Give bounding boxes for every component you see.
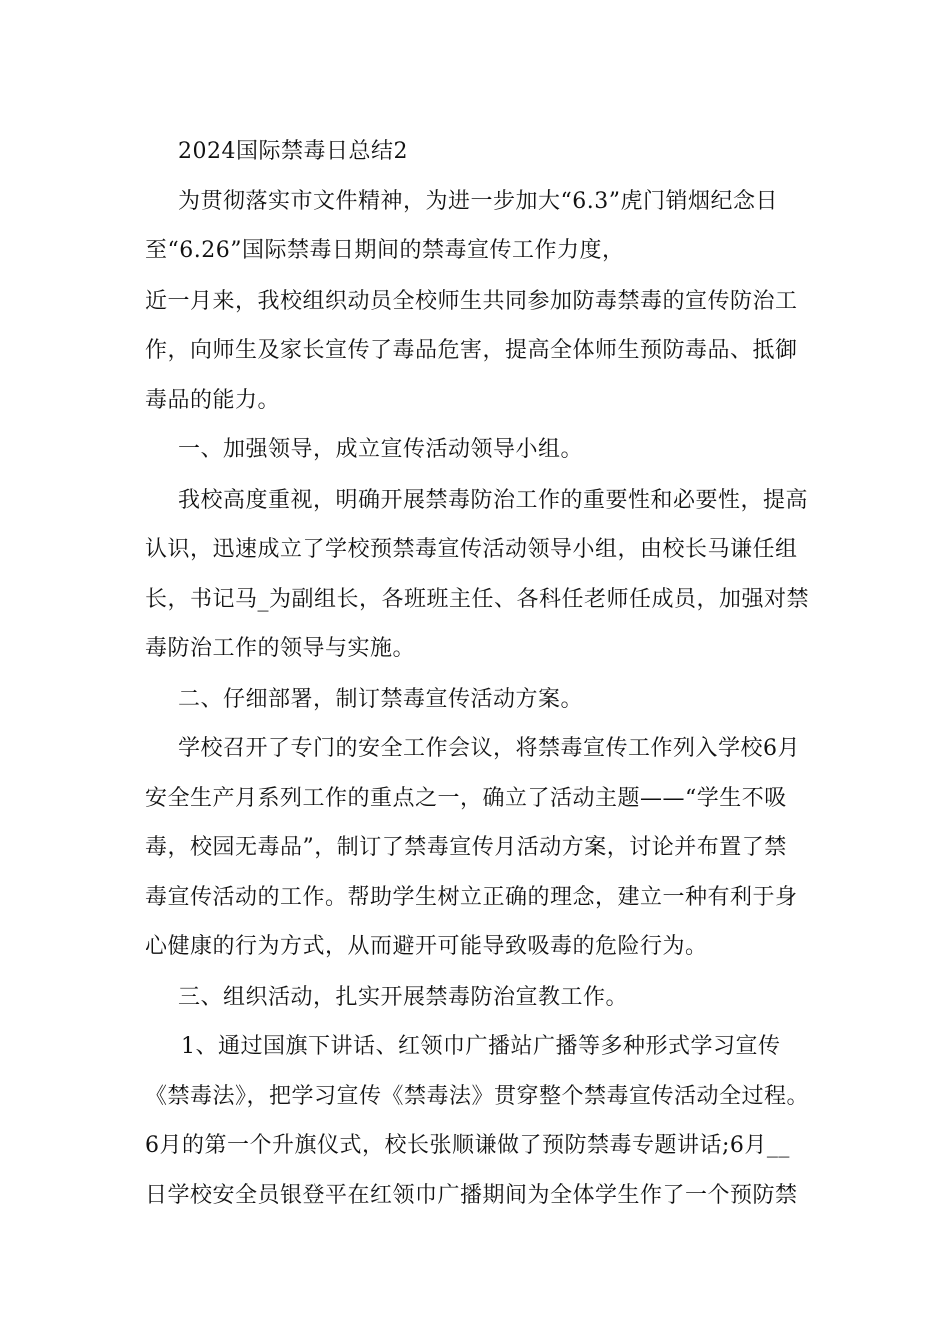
- paragraph-line: 至“6.26”国际禁毒日期间的禁毒宣传工作力度，: [145, 238, 625, 263]
- section-heading: 一、加强领导，成立宣传活动领导小组。: [178, 437, 584, 462]
- section-heading: 三、组织活动，扎实开展禁毒防治宣教工作。: [178, 985, 629, 1010]
- paragraph-line: 近一月来，我校组织动员全校师生共同参加防毒禁毒的宣传防治工: [145, 289, 798, 314]
- paragraph-line: 毒，校园无毒品”，制订了禁毒宣传月活动方案，讨论并布置了禁: [145, 835, 787, 860]
- paragraph-line: 1、通过国旗下讲话、红领巾广播站广播等多种形式学习宣传: [181, 1034, 781, 1059]
- paragraph-line: 日学校安全员银登平在红领巾广播期间为全体学生作了一个预防禁: [145, 1183, 798, 1208]
- paragraph-line: 安全生产月系列工作的重点之一，确立了活动主题——“学生不吸: [145, 786, 787, 811]
- paragraph-line: 《禁毒法》，把学习宣传《禁毒法》贯穿整个禁毒宣传活动全过程。: [145, 1084, 810, 1109]
- paragraph-line: 作，向师生及家长宣传了毒品危害，提高全体师生预防毒品、抵御: [145, 338, 798, 363]
- document-title: 2024国际禁毒日总结2: [178, 139, 408, 164]
- paragraph-line: 我校高度重视，明确开展禁毒防治工作的重要性和必要性，提高: [178, 488, 809, 513]
- paragraph-line: 学校召开了专门的安全工作会议，将禁毒宣传工作列入学校6月: [178, 736, 800, 761]
- paragraph-line: 6月的第一个升旗仪式，校长张顺谦做了预防禁毒专题讲话;6月__: [145, 1133, 790, 1158]
- paragraph-line: 心健康的行为方式，从而避开可能导致吸毒的危险行为。: [145, 934, 708, 959]
- paragraph-line: 毒品的能力。: [145, 388, 281, 413]
- paragraph-line: 认识，迅速成立了学校预禁毒宣传活动领导小组，由校长马谦任组: [145, 537, 798, 562]
- paragraph-line: 为贯彻落实市文件精神，为进一步加大“6.3”虎门销烟纪念日: [178, 189, 778, 214]
- paragraph-line: 毒宣传活动的工作。帮助学生树立正确的理念，建立一种有利于身: [145, 885, 798, 910]
- paragraph-line: 长，书记马_为副组长，各班班主任、各科任老师任成员，加强对禁: [145, 587, 810, 612]
- section-heading: 二、仔细部署，制订禁毒宣传活动方案。: [178, 687, 584, 712]
- paragraph-line: 毒防治工作的领导与实施。: [145, 636, 416, 661]
